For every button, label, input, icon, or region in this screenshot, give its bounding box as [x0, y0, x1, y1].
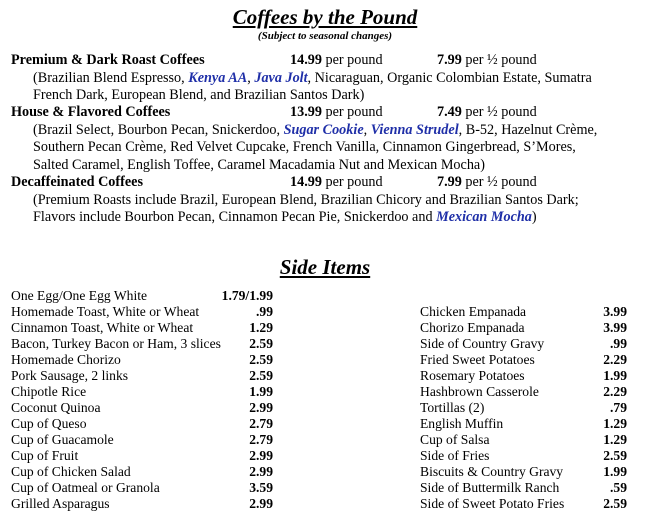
coffee-name: Premium & Dark Roast Coffees — [11, 52, 205, 68]
side-item-row — [420, 480, 630, 496]
price-per-pound-unit: per pound — [325, 174, 383, 190]
featured-flavor: Java Jolt — [254, 69, 308, 86]
side-item-price: 1.29 — [603, 416, 627, 431]
side-item-price: 2.59 — [603, 496, 627, 511]
featured-flavor: Vienna Strudel — [370, 121, 459, 138]
coffee-description-line — [11, 192, 641, 210]
side-item-row — [420, 496, 630, 512]
side-item-name: Bacon, Turkey Bacon or Ham, 3 slices — [11, 336, 221, 351]
price-per-half-pound-value: 7.49 — [437, 104, 462, 120]
price-per-pound-value: 14.99 — [290, 174, 322, 190]
side-item-name: Cup of Chicken Salad — [11, 464, 131, 479]
side-item-row — [420, 400, 630, 416]
side-item-name: Cup of Guacamole — [11, 432, 114, 447]
side-item-price: 3.99 — [603, 320, 627, 335]
coffee-description-line — [11, 209, 641, 227]
side-items-title: Side Items — [279, 255, 371, 279]
side-item-name: Grilled Asparagus — [11, 496, 110, 511]
side-item-row — [420, 448, 630, 464]
side-item-price: 2.99 — [249, 464, 273, 479]
side-item-name: Chorizo Empanada — [420, 320, 525, 335]
side-item-row — [420, 336, 630, 352]
coffee-item — [11, 52, 641, 105]
price-per-pound — [290, 52, 383, 70]
featured-flavor: Kenya AA — [188, 69, 248, 86]
side-item-name: Cup of Queso — [11, 416, 87, 431]
description-text: (Brazil Select, Bourbon Pecan, Snickerdoo, — [33, 121, 284, 138]
side-item-price: 2.59 — [249, 352, 273, 367]
side-item-row — [11, 448, 301, 464]
side-item-price: 2.59 — [249, 368, 273, 383]
side-item-name: Fried Sweet Potatoes — [420, 352, 535, 367]
side-item-row — [420, 464, 630, 480]
side-item-name: Cup of Salsa — [420, 432, 490, 447]
side-item-row — [420, 320, 630, 336]
side-item-price: .99 — [256, 304, 273, 319]
side-item-price: .99 — [610, 336, 627, 351]
side-item-row — [11, 416, 301, 432]
side-item-row — [420, 384, 630, 400]
featured-flavor: Mexican Mocha — [436, 209, 532, 225]
coffee-description-line — [11, 139, 641, 157]
coffee-name: Decaffeinated Coffees — [11, 174, 143, 190]
price-per-half-pound — [437, 52, 537, 70]
side-item-row — [11, 480, 301, 496]
side-item-row — [420, 416, 630, 432]
description-text: Southern Pecan Crème, Red Velvet Cupcake, French Vanilla, Cinnamon Gingerbread, S’Mores, — [33, 139, 576, 155]
side-item-name: English Muffin — [420, 416, 504, 431]
side-item-price: 2.99 — [249, 400, 273, 415]
side-item-price: 2.59 — [603, 448, 627, 463]
side-item-row — [11, 304, 301, 320]
featured-flavor: Sugar Cookie — [283, 121, 364, 138]
description-text: ) — [531, 209, 537, 225]
side-item-row — [11, 496, 301, 512]
price-per-half-pound-unit: per ½ pound — [465, 104, 537, 120]
side-item-price: 1.79/1.99 — [221, 288, 273, 303]
coffee-name: House & Flavored Coffees — [11, 104, 171, 120]
side-item-name: Chicken Empanada — [420, 304, 527, 319]
side-item-name: Coconut Quinoa — [11, 400, 101, 415]
price-per-pound — [290, 104, 383, 122]
side-item-price: .59 — [610, 480, 627, 495]
price-per-half-pound-unit: per ½ pound — [465, 52, 537, 68]
side-item-row — [11, 288, 301, 304]
side-item-row — [420, 352, 630, 368]
side-item-name: Chipotle Rice — [11, 384, 87, 399]
side-item-name: Cinnamon Toast, White or Wheat — [11, 320, 194, 335]
side-item-row — [11, 352, 301, 368]
side-item-price: 1.29 — [249, 320, 273, 335]
side-item-row — [420, 368, 630, 384]
description-text: , — [247, 69, 255, 86]
price-per-half-pound — [437, 174, 537, 192]
side-items-left-column — [11, 288, 301, 512]
side-item-name: Hashbrown Casserole — [420, 384, 539, 399]
description-text: French Dark, European Blend, and Brazilian Santos Dark) — [33, 87, 365, 103]
side-item-price: 1.29 — [603, 432, 627, 447]
coffee-item — [11, 174, 641, 227]
side-item-price: .79 — [610, 400, 627, 415]
coffee-header-row — [11, 104, 641, 122]
side-item-price: 1.99 — [603, 464, 627, 479]
price-per-pound-unit: per pound — [325, 52, 383, 68]
side-item-row — [11, 320, 301, 336]
coffee-header-row — [11, 52, 641, 70]
side-item-row — [11, 464, 301, 480]
side-item-price: 2.99 — [249, 496, 273, 511]
coffee-item — [11, 104, 641, 174]
side-item-name: Pork Sausage, 2 links — [11, 368, 129, 383]
side-item-name: Side of Fries — [420, 448, 490, 463]
side-item-name: Cup of Fruit — [11, 448, 79, 463]
side-item-row — [11, 384, 301, 400]
side-item-price: 3.59 — [249, 480, 273, 495]
side-item-name: Side of Buttermilk Ranch — [420, 480, 560, 495]
side-item-row — [11, 336, 301, 352]
side-item-price: 2.99 — [249, 448, 273, 463]
side-items-right-column — [420, 304, 630, 512]
side-item-name: Homemade Toast, White or Wheat — [11, 304, 200, 319]
price-per-pound — [290, 174, 383, 192]
side-item-price: 1.99 — [249, 384, 273, 399]
description-text: Flavors include Bourbon Pecan, Cinnamon Pecan Pie, Snickerdoo and — [33, 209, 437, 225]
coffee-header-row — [11, 174, 641, 192]
coffee-description-line — [11, 70, 641, 88]
price-per-pound-value: 14.99 — [290, 52, 322, 68]
description-text: (Premium Roasts include Brazil, European Blend, Brazilian Chicory and Brazilian Santos Dark; — [33, 191, 579, 208]
side-item-row — [11, 368, 301, 384]
coffees-title: Coffees by the Pound — [232, 5, 418, 29]
side-item-price: 3.99 — [603, 304, 627, 319]
side-item-price: 2.29 — [603, 352, 627, 367]
side-item-price: 2.79 — [249, 432, 273, 447]
coffee-description-line — [11, 157, 641, 175]
price-per-pound-value: 13.99 — [290, 104, 322, 120]
price-per-half-pound — [437, 104, 537, 122]
description-text: , B-52, Hazelnut Crème, — [458, 121, 598, 138]
coffee-description-line — [11, 122, 641, 140]
side-item-price: 2.29 — [603, 384, 627, 399]
price-per-pound-unit: per pound — [325, 104, 383, 120]
side-item-name: Homemade Chorizo — [11, 352, 121, 367]
price-per-half-pound-value: 7.99 — [437, 52, 462, 68]
side-item-price: 2.79 — [249, 416, 273, 431]
side-item-row — [420, 432, 630, 448]
description-text: (Brazilian Blend Espresso, — [33, 69, 189, 86]
side-item-name: Side of Sweet Potato Fries — [420, 496, 565, 511]
coffee-description-line — [11, 87, 641, 105]
side-item-name: Side of Country Gravy — [420, 336, 545, 351]
side-item-price: 2.59 — [249, 336, 273, 351]
side-item-price: 1.99 — [603, 368, 627, 383]
coffees-subtitle: (Subject to seasonal changes) — [257, 30, 393, 42]
side-item-name: Rosemary Potatoes — [420, 368, 525, 383]
price-per-half-pound-unit: per ½ pound — [465, 174, 537, 190]
description-text: , Nicaraguan, Organic Colombian Estate, Sumatra — [307, 69, 592, 86]
side-item-row — [420, 304, 630, 320]
description-text: , — [363, 121, 371, 138]
description-text: Salted Caramel, English Toffee, Caramel Macadamia Nut and Mexican Mocha) — [33, 156, 485, 173]
side-item-row — [11, 400, 301, 416]
side-item-row — [11, 432, 301, 448]
side-item-name: Cup of Oatmeal or Granola — [11, 480, 160, 495]
price-per-half-pound-value: 7.99 — [437, 174, 462, 190]
side-item-name: One Egg/One Egg White — [11, 288, 148, 303]
side-item-name: Biscuits & Country Gravy — [420, 464, 564, 479]
side-item-name: Tortillas (2) — [420, 400, 485, 415]
